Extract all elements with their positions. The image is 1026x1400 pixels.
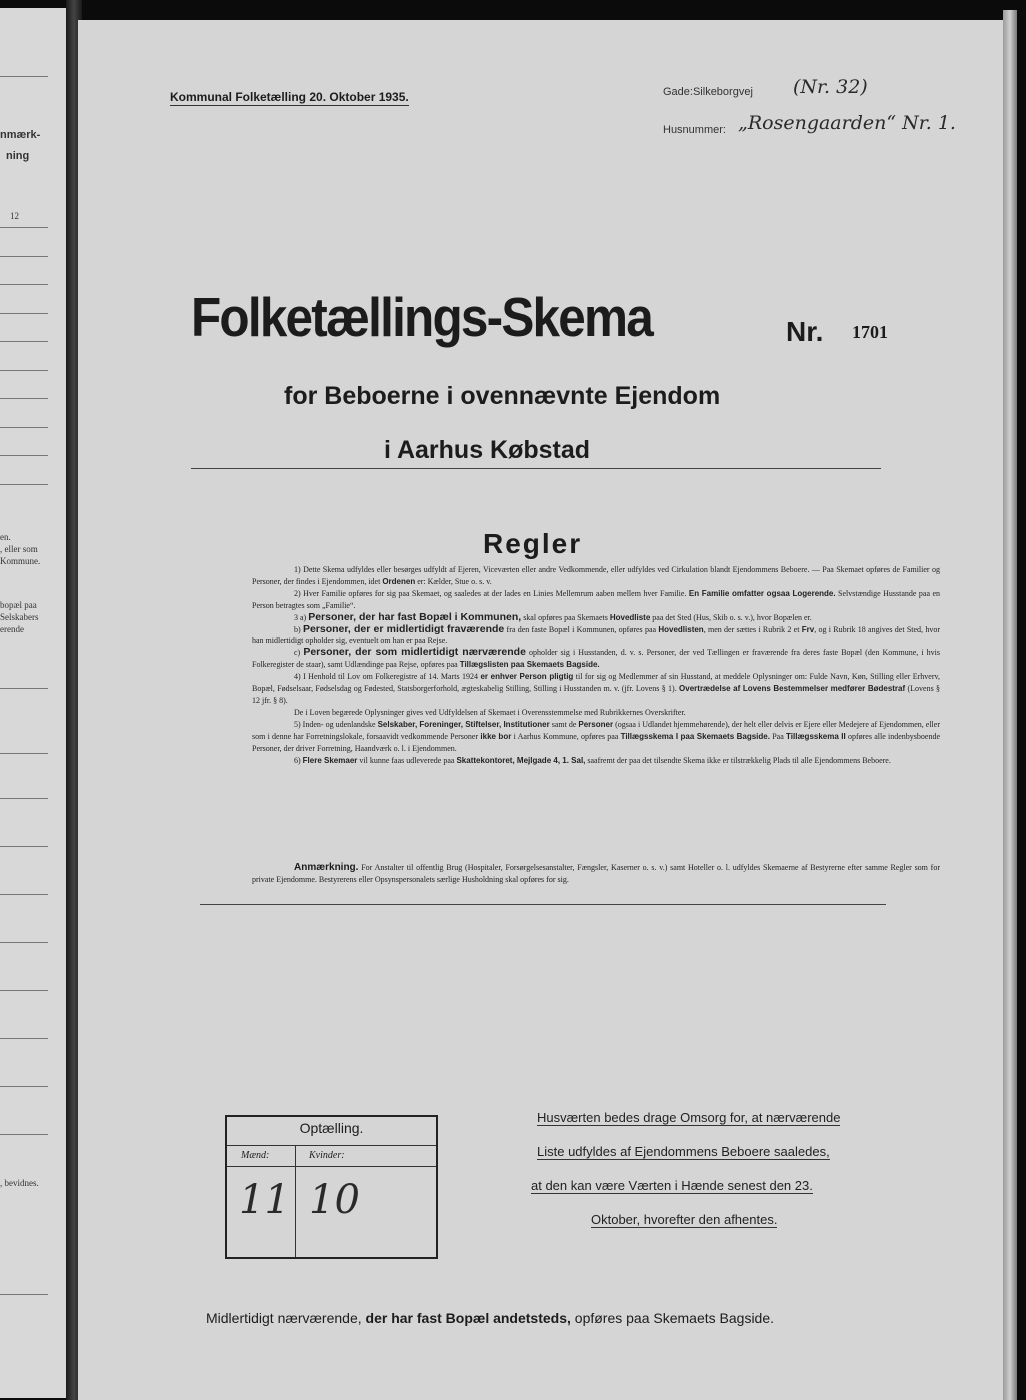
rule-3a: 3 a) Personer, der har fast Bopæl i Kommunen, skal opføres paa Skemaets Hovedliste paa det Sted (Hus, Skib o. s. v.), hvor Bopælen er.	[294, 610, 812, 623]
facing-page-text: , eller som	[0, 544, 38, 554]
house-number-label: Husnummer:	[663, 124, 726, 136]
women-label: Kvinder:	[309, 1150, 345, 1161]
form-subtitle-city: i Aarhus Købstad	[384, 436, 591, 464]
facing-page-text: erende	[0, 624, 24, 634]
remark-text: For Anstalter til offentlig Brug (Hospitaler, Forsørgelsesanstalter, Fængsler, Kaserner o. s. v.) samt Hoteller o. l. udfyldes Skemaerne af Bestyrerne efter samme Regler som for private Ejendomme. Bestyrerens eller Opsynspersonalets særlige Husholdning skal opføres for sig.	[252, 863, 940, 884]
rule-2: 2) Hver Familie opføres for sig paa Skemaet, og saaledes at der lades en Linies Mellemrum aaben mellem hver Familie. En Familie omfatter ogsaa Logerende. Selvstændige Husstande paa en Person betragtes som „Familie“.	[252, 588, 941, 610]
rule-4-note: De i Loven begærede Oplysninger gives ved Udfyldelsen af Skemaet i Overensstemmelse med Rubrikkernes Overskrifter.	[294, 707, 686, 717]
women-count: 10	[309, 1177, 360, 1223]
men-label: Mænd:	[241, 1150, 270, 1161]
rule-3c: c) Personer, der som midlertidigt nærværende opholder sig i Husstanden, d. v. s. Personer, der ved Tællingen er fraværende fra deres faste Bopæl (den Kommune, i hvis Folkeregister de staar), samt Udlændinge paa Rejse, opføres paa Tillægslisten paa Skemaets Bagside.	[252, 646, 941, 670]
facing-page-text: ning	[6, 150, 30, 162]
rule-1: 1) Dette Skema udfyldes eller besørges udfyldt af Ejeren, Viceværten eller andre Vedkommende, eller udfyldes ved Cirkulation blandt Ejendommens Beboere. — Paa Skemaet opføres de Familier og Personer, der findes i Ejendommen, idet Ordenen er: Kælder, Stue o. s. v.	[252, 565, 940, 586]
divider	[191, 468, 881, 469]
rules-text	[252, 564, 940, 766]
facing-page-text: Selskabers	[0, 612, 39, 622]
notice-line-2: Liste udfyldes af Ejendommens Beboere saaledes,	[537, 1144, 830, 1159]
divider	[200, 904, 886, 905]
house-number-handwritten: „Rosengaarden“ Nr. 1.	[738, 112, 956, 134]
page-edge	[1003, 10, 1017, 1400]
notice-line-1: Husværten bedes drage Omsorg for, at nærværende	[537, 1110, 841, 1125]
rule-6: 6) Flere Skemaer vil kunne faas udleverede paa Skattekontoret, Mejlgade 4, 1. Sal, saafremt der paa det tilsendte Skema ikke er tilstrækkelig Plads til alle Ejendommens Beboere.	[294, 755, 891, 765]
rules-heading: Regler	[483, 528, 583, 559]
street-value: Silkeborgvej	[692, 86, 753, 98]
census-header: Kommunal Folketælling 20. Oktober 1935.	[170, 90, 409, 104]
notice-line-3: at den kan være Værten i Hænde senest den 23.	[531, 1178, 813, 1193]
facing-page-text: 12	[10, 211, 19, 221]
men-count: 11	[239, 1177, 290, 1223]
facing-page-text: bopæl paa	[0, 600, 37, 610]
remark	[252, 862, 940, 886]
facing-page-text: Kommune.	[0, 556, 41, 566]
form-subtitle: for Beboerne i ovennævnte Ejendom	[284, 382, 721, 410]
rule-3b: b) Personer, der er midlertidigt fraværende fra den faste Bopæl i Kommunen, opføres paa Hovedlisten, men der sættes i Rubrik 2 et Frv, og i Rubrik 18 angives det Sted, hvor han midlertidigt opholder sig, eventuelt om han er paa Rejse.	[252, 622, 941, 646]
street-field	[663, 86, 753, 98]
facing-page-text: en.	[0, 532, 11, 542]
facing-page	[0, 8, 70, 1398]
street-label: Gade:	[663, 86, 693, 98]
form-number-label: Nr.	[786, 316, 824, 347]
street-number-handwritten: (Nr. 32)	[793, 76, 868, 98]
census-form-page	[78, 20, 1003, 1400]
rule-4: 4) I Henhold til Lov om Folkeregistre af 14. Marts 1924 er enhver Person pligtig til for sig og Medlemmer af sin Husstand, at meddele Oplysninger om: Fulde Navn, Køn, Stilling eller Erhverv, Bopæl, Fødselsaar, Fødselsdag og Fødested, Statsborgerforhold, ægteskabelig Stilling, Stilling i Husstanden m. v. (jfr. Lovens § 1). Overtrædelse af Lovens Bestemmelser medfører Bødestraf (Lovens § 12 jfr. § 8).	[252, 672, 941, 705]
facing-page-text: nmærk-	[0, 129, 41, 141]
form-number-value: 1701	[852, 322, 888, 342]
notice-line-4: Oktober, hvorefter den afhentes.	[591, 1212, 778, 1227]
footer-note: Midlertidigt nærværende, der har fast Bopæl andetsteds, opføres paa Skemaets Bagside.	[206, 1310, 775, 1326]
form-title: Folketællings-Skema	[191, 286, 652, 348]
count-box	[225, 1115, 438, 1259]
facing-page-text: , bevidnes.	[0, 1178, 39, 1188]
count-box-title: Optælling.	[299, 1120, 364, 1136]
rule-5: 5) Inden- og udenlandske Selskaber, Foreninger, Stiftelser, Institutioner samt de Personer (ogsaa i Udlandet hjemmehørende), der helt eller delvis er Ejere eller Medejere af Ejendommen, eller som i denne har Forretningslokale, forsaavidt vedkommende Personer ikke bor i Aarhus Kommune, opføres paa Tillægsskema I paa Skemaets Bagside. Paa Tillægsskema II opføres alle indenbysboende Personer, der driver Forretning, Haandværk o. l. i Ejendommen.	[252, 719, 940, 753]
remark-label: Anmærkning.	[294, 862, 359, 873]
